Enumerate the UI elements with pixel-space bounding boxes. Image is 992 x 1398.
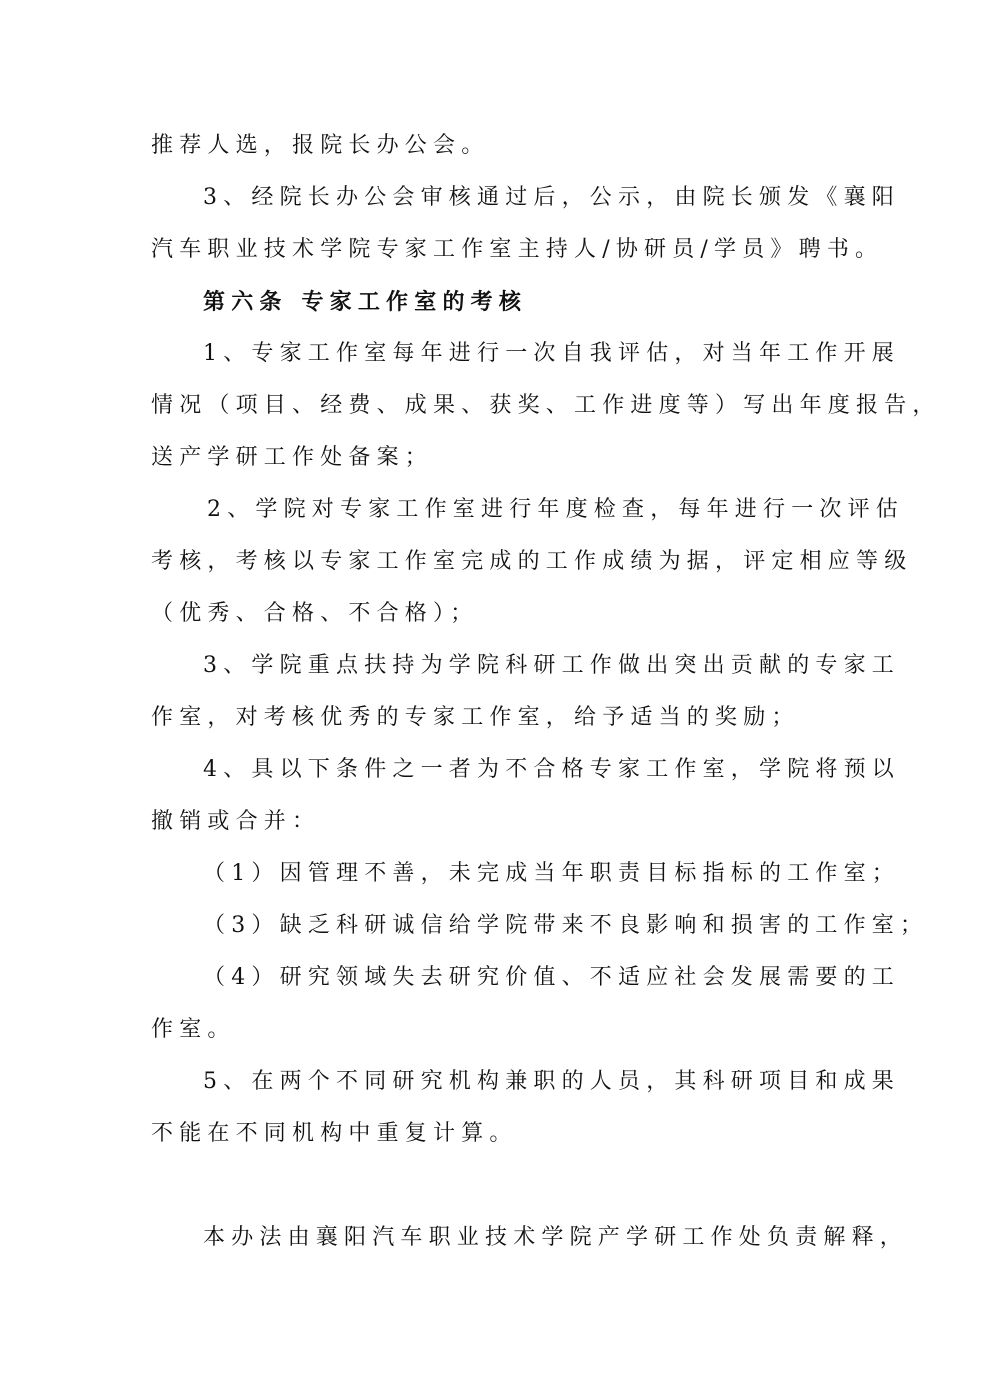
text-line: 本办法由襄阳汽车职业技术学院产学研工作处负责解释， — [203, 1225, 909, 1250]
text-line: 撤销或合并： — [151, 809, 321, 834]
text-line: 作室。 — [151, 1017, 236, 1042]
text-line: 作室，对考核优秀的专家工作室，给予适当的奖励； — [151, 705, 800, 730]
text-line: 推荐人选，报院长办公会。 — [151, 133, 490, 158]
text-line: 5、在两个不同研究机构兼职的人员，其科研项目和成果 — [203, 1069, 900, 1094]
text-line: 情况（项目、经费、成果、获奖、工作进度等）写出年度报告， — [151, 393, 941, 418]
text-line: 送产学研工作处备案； — [151, 445, 434, 470]
text-line: （4）研究领域失去研究价值、不适应社会发展需要的工 — [203, 965, 900, 990]
section-heading: 第六条 专家工作室的考核 — [203, 289, 528, 315]
text-line: 3、学院重点扶持为学院科研工作做出突出贡献的专家工 — [203, 653, 900, 678]
text-line: （3）缺乏科研诚信给学院带来不良影响和损害的工作室； — [203, 913, 929, 938]
text-line: （1）因管理不善，未完成当年职责目标指标的工作室； — [203, 861, 900, 886]
text-line: 3、经院长办公会审核通过后，公示，由院长颁发《襄阳 — [203, 185, 900, 210]
text-line: 汽车职业技术学院专家工作室主持人/协研员/学员》聘书。 — [151, 237, 884, 262]
text-line: 1、专家工作室每年进行一次自我评估，对当年工作开展 — [203, 341, 900, 366]
text-line: 2、学院对专家工作室进行年度检查，每年进行一次评估 — [207, 497, 904, 522]
text-line: 不能在不同机构中重复计算。 — [151, 1121, 518, 1146]
text-line: （优秀、合格、不合格）； — [151, 601, 479, 626]
text-line: 考核，考核以专家工作室完成的工作成绩为据，评定相应等级 — [151, 549, 913, 574]
text-line: 4、具以下条件之一者为不合格专家工作室，学院将预以 — [203, 757, 900, 782]
